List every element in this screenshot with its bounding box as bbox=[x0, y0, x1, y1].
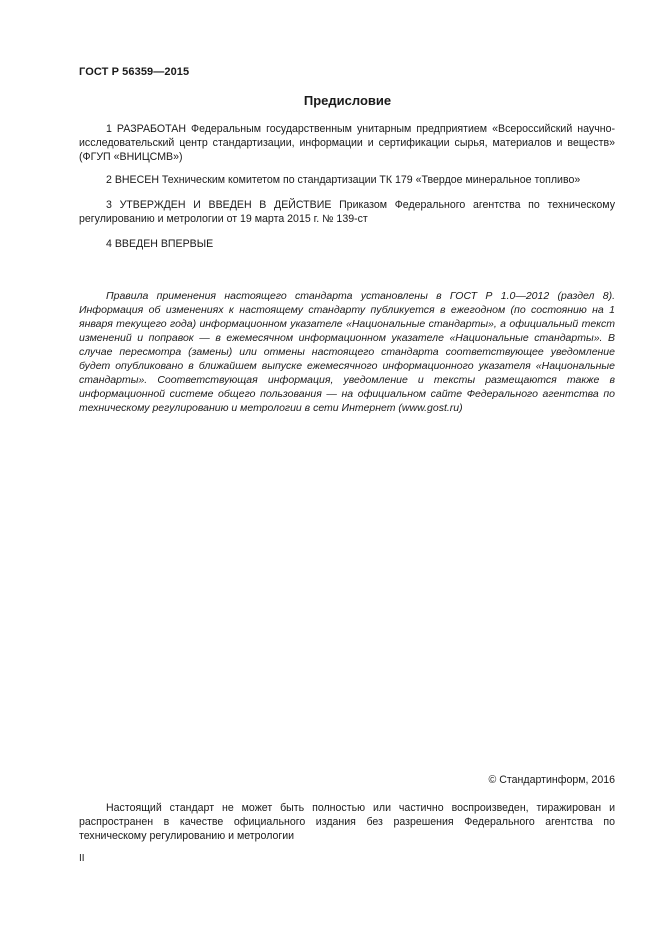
preface-title: Предисловие bbox=[303, 93, 392, 108]
preface-item-approved: 3 УТВЕРЖДЕН И ВВЕДЕН В ДЕЙСТВИЕ Приказом Федерального агентства по техническому регулированию и метрологии от 19 марта 2015 г. № 139-ст bbox=[79, 199, 615, 226]
copyright-line: © Стандартинформ, 2016 bbox=[488, 774, 615, 786]
reproduction-notice: Настоящий стандарт не может быть полностью или частично воспроизведен, тиражирован и распространен в качестве официального издания без разрешения Федерального агентства по техническому регулированию и метрологии bbox=[79, 802, 615, 843]
standard-code: ГОСТ Р 56359—2015 bbox=[79, 66, 190, 78]
preface-item-developed: 1 РАЗРАБОТАН Федеральным государственным унитарным предприятием «Всероссийский научно-исследовательский центр стандартизации, информации и сертификации сырья, материалов и веществ» (ФГУП «ВНИЦСМВ») bbox=[79, 123, 615, 164]
page-number: II bbox=[79, 853, 85, 864]
application-rules-notice: Правила применения настоящего стандарта установлены в ГОСТ Р 1.0—2012 (раздел 8). Информация об изменениях к настоящему стандарту публикуется в ежегодном (по состоянию на 1 января текущего года) информационном указателе «Национальные стандарты», а официальный текст изменений и поправок — в ежемесячном информационном указателе «Национальные стандарты». В случае пересмотра (замены) или отмены настоящего стандарта соответствующее уведомление будет опубликовано в ближайшем выпуске ежемесячного информационного указателя «Национальные стандарты». Соответствующая информация, уведомление и тексты размещаются также в информационной системе общего пользования — на официальном сайте Федерального агентства по техническому регулированию и метрологии в сети Интернет (www.gost.ru) bbox=[79, 290, 615, 414]
preface-item-first-introduced: 4 ВВЕДЕН ВПЕРВЫЕ bbox=[106, 238, 214, 250]
preface-item-submitted: 2 ВНЕСЕН Техническим комитетом по стандартизации ТК 179 «Твердое минеральное топливо» bbox=[106, 174, 581, 186]
